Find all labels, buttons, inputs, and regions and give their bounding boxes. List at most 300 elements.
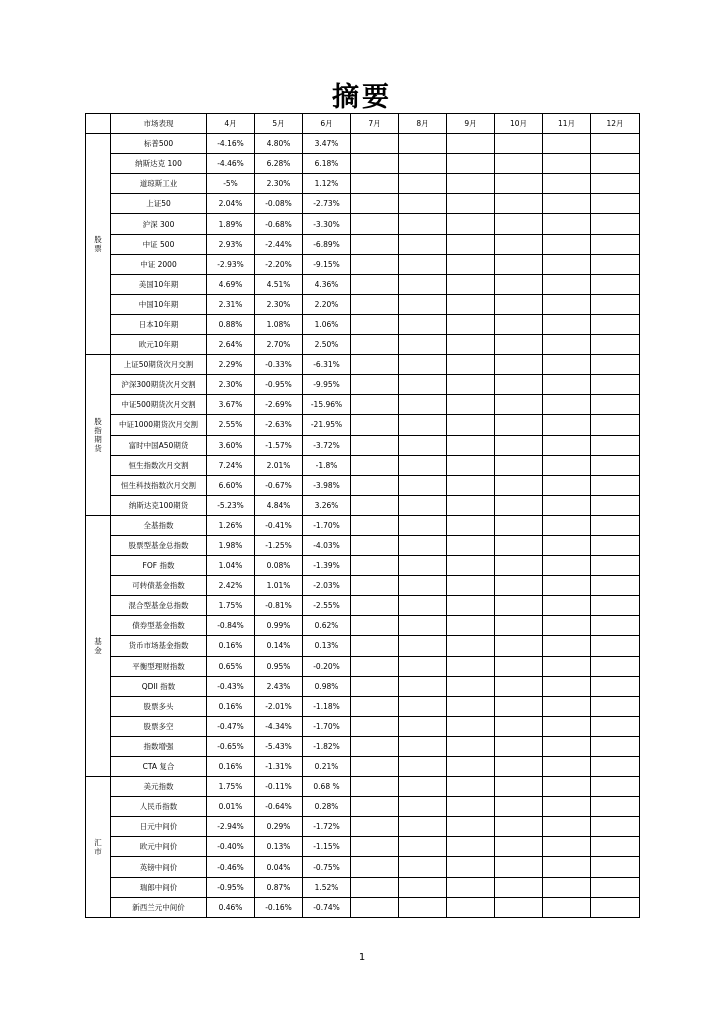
value-cell	[399, 154, 447, 174]
value-cell	[495, 174, 543, 194]
value-cell	[591, 636, 640, 656]
value-cell	[447, 877, 495, 897]
value-cell	[591, 716, 640, 736]
market-name-cell: 中证 2000	[111, 254, 207, 274]
value-cell: 0.04%	[255, 857, 303, 877]
value-cell	[447, 495, 495, 515]
table-row	[86, 154, 640, 174]
market-name-cell: 指数增强	[111, 736, 207, 756]
market-name-cell: 美国10年期	[111, 274, 207, 294]
value-cell	[591, 234, 640, 254]
value-cell: 0.13%	[255, 837, 303, 857]
value-cell	[399, 415, 447, 435]
value-cell	[495, 314, 543, 334]
value-cell	[543, 636, 591, 656]
value-cell: -2.93%	[207, 254, 255, 274]
market-name-cell: 人民币指数	[111, 797, 207, 817]
value-cell: -0.65%	[207, 736, 255, 756]
value-cell	[591, 355, 640, 375]
market-name-cell: 瑞郎中间价	[111, 877, 207, 897]
value-cell	[591, 154, 640, 174]
value-cell: -9.15%	[303, 254, 351, 274]
header-cell: 市场表现	[111, 114, 207, 134]
market-name-cell: 全基指数	[111, 515, 207, 535]
value-cell: -21.95%	[303, 415, 351, 435]
value-cell	[543, 817, 591, 837]
value-cell	[495, 355, 543, 375]
value-cell: -0.33%	[255, 355, 303, 375]
value-cell	[543, 174, 591, 194]
value-cell: -3.30%	[303, 214, 351, 234]
value-cell: -3.72%	[303, 435, 351, 455]
table-row	[86, 254, 640, 274]
value-cell	[447, 174, 495, 194]
value-cell	[447, 757, 495, 777]
value-cell	[543, 515, 591, 535]
value-cell	[543, 797, 591, 817]
value-cell	[399, 676, 447, 696]
value-cell	[591, 395, 640, 415]
value-cell	[399, 817, 447, 837]
value-cell	[447, 515, 495, 535]
value-cell	[351, 797, 399, 817]
table-row	[86, 475, 640, 495]
summary-table	[85, 113, 640, 918]
value-cell: -1.18%	[303, 696, 351, 716]
market-name-cell: 股票多头	[111, 696, 207, 716]
value-cell: 6.18%	[303, 154, 351, 174]
group-label-char: 汇	[94, 837, 102, 847]
value-cell: -5.23%	[207, 495, 255, 515]
table-row	[86, 797, 640, 817]
value-cell	[591, 515, 640, 535]
value-cell	[447, 194, 495, 214]
market-name-cell: 美元指数	[111, 777, 207, 797]
value-cell: 0.08%	[255, 556, 303, 576]
table-row	[86, 274, 640, 294]
group-label-char: 股	[94, 235, 102, 245]
table-row	[86, 134, 640, 154]
value-cell: -4.16%	[207, 134, 255, 154]
value-cell	[351, 174, 399, 194]
value-cell	[399, 134, 447, 154]
value-cell: 0.68 %	[303, 777, 351, 797]
value-cell: 7.24%	[207, 455, 255, 475]
value-cell	[351, 294, 399, 314]
value-cell	[591, 274, 640, 294]
value-cell	[591, 495, 640, 515]
value-cell	[543, 274, 591, 294]
value-cell: 1.04%	[207, 556, 255, 576]
group-label-char: 指	[94, 426, 102, 435]
value-cell: -1.72%	[303, 817, 351, 837]
value-cell	[447, 857, 495, 877]
value-cell	[495, 234, 543, 254]
value-cell	[543, 696, 591, 716]
value-cell	[399, 576, 447, 596]
value-cell: 2.04%	[207, 194, 255, 214]
value-cell	[543, 214, 591, 234]
value-cell	[591, 134, 640, 154]
value-cell: -4.46%	[207, 154, 255, 174]
value-cell: -0.95%	[255, 375, 303, 395]
value-cell: 4.69%	[207, 274, 255, 294]
value-cell	[399, 475, 447, 495]
value-cell	[591, 676, 640, 696]
value-cell: -0.75%	[303, 857, 351, 877]
value-cell	[495, 335, 543, 355]
value-cell	[495, 495, 543, 515]
market-name-cell: 富时中国A50期货	[111, 435, 207, 455]
value-cell: 0.95%	[255, 656, 303, 676]
value-cell: 1.12%	[303, 174, 351, 194]
value-cell: 1.75%	[207, 596, 255, 616]
value-cell	[399, 174, 447, 194]
value-cell	[399, 556, 447, 576]
value-cell: 4.84%	[255, 495, 303, 515]
value-cell	[351, 857, 399, 877]
value-cell	[351, 837, 399, 857]
market-name-cell: 平衡型理财指数	[111, 656, 207, 676]
value-cell: -0.84%	[207, 616, 255, 636]
value-cell	[447, 817, 495, 837]
table-row	[86, 837, 640, 857]
value-cell: 3.26%	[303, 495, 351, 515]
value-cell: -2.03%	[303, 576, 351, 596]
market-name-cell: 沪深300期货次月交割	[111, 375, 207, 395]
value-cell	[495, 294, 543, 314]
value-cell	[543, 676, 591, 696]
value-cell	[399, 696, 447, 716]
market-name-cell: 上证50期货次月交割	[111, 355, 207, 375]
value-cell	[591, 455, 640, 475]
group-label-cell	[86, 777, 111, 918]
value-cell	[495, 596, 543, 616]
value-cell: 1.89%	[207, 214, 255, 234]
value-cell	[399, 716, 447, 736]
value-cell	[543, 535, 591, 555]
market-name-cell: 中证 500	[111, 234, 207, 254]
table-row	[86, 676, 640, 696]
value-cell: -0.67%	[255, 475, 303, 495]
value-cell	[447, 576, 495, 596]
value-cell	[447, 777, 495, 797]
value-cell: 6.28%	[255, 154, 303, 174]
value-cell	[351, 757, 399, 777]
table-row	[86, 375, 640, 395]
value-cell: -2.55%	[303, 596, 351, 616]
value-cell	[351, 576, 399, 596]
value-cell: 0.21%	[303, 757, 351, 777]
value-cell	[495, 757, 543, 777]
value-cell	[447, 134, 495, 154]
value-cell	[543, 415, 591, 435]
value-cell: -3.98%	[303, 475, 351, 495]
table-row	[86, 314, 640, 334]
value-cell	[351, 616, 399, 636]
value-cell	[351, 274, 399, 294]
value-cell	[351, 375, 399, 395]
value-cell	[495, 475, 543, 495]
value-cell	[399, 314, 447, 334]
value-cell: 2.29%	[207, 355, 255, 375]
value-cell	[351, 234, 399, 254]
value-cell	[399, 355, 447, 375]
value-cell	[447, 897, 495, 917]
value-cell	[399, 495, 447, 515]
value-cell: -1.70%	[303, 716, 351, 736]
market-name-cell: 新西兰元中间价	[111, 897, 207, 917]
value-cell	[495, 656, 543, 676]
value-cell: 0.99%	[255, 616, 303, 636]
value-cell	[543, 857, 591, 877]
value-cell: 0.13%	[303, 636, 351, 656]
market-name-cell: 混合型基金总指数	[111, 596, 207, 616]
value-cell	[447, 375, 495, 395]
value-cell	[495, 837, 543, 857]
group-label-char: 金	[94, 645, 102, 655]
group-label-cell	[86, 515, 111, 776]
value-cell: 0.16%	[207, 636, 255, 656]
value-cell: 1.01%	[255, 576, 303, 596]
value-cell: 1.06%	[303, 314, 351, 334]
value-cell	[447, 797, 495, 817]
value-cell	[591, 174, 640, 194]
value-cell	[495, 817, 543, 837]
value-cell	[591, 837, 640, 857]
value-cell	[351, 495, 399, 515]
value-cell	[495, 395, 543, 415]
value-cell: 3.67%	[207, 395, 255, 415]
market-name-cell: 沪深 300	[111, 214, 207, 234]
value-cell	[495, 676, 543, 696]
value-cell	[543, 897, 591, 917]
value-cell: -0.41%	[255, 515, 303, 535]
value-cell: 0.28%	[303, 797, 351, 817]
value-cell: -1.31%	[255, 757, 303, 777]
table-row	[86, 515, 640, 535]
value-cell: -9.95%	[303, 375, 351, 395]
market-name-cell: 中证1000期货次月交割	[111, 415, 207, 435]
value-cell	[351, 817, 399, 837]
value-cell	[543, 837, 591, 857]
value-cell: -2.63%	[255, 415, 303, 435]
value-cell	[591, 757, 640, 777]
value-cell	[351, 676, 399, 696]
header-cell: 12月	[591, 114, 640, 134]
market-name-cell: 道琼斯工业	[111, 174, 207, 194]
header-cell: 4月	[207, 114, 255, 134]
value-cell	[399, 194, 447, 214]
value-cell	[495, 214, 543, 234]
value-cell	[591, 857, 640, 877]
value-cell	[543, 435, 591, 455]
value-cell	[351, 696, 399, 716]
value-cell	[351, 596, 399, 616]
value-cell: -0.16%	[255, 897, 303, 917]
value-cell	[399, 254, 447, 274]
value-cell: -1.70%	[303, 515, 351, 535]
table-row	[86, 757, 640, 777]
market-name-cell: 恒生科技指数次月交割	[111, 475, 207, 495]
value-cell	[447, 254, 495, 274]
group-label-char: 货	[94, 444, 102, 453]
value-cell	[447, 596, 495, 616]
value-cell	[543, 576, 591, 596]
table-row	[86, 777, 640, 797]
market-name-cell: 股票型基金总指数	[111, 535, 207, 555]
market-name-cell: 欧元10年期	[111, 335, 207, 355]
value-cell	[399, 636, 447, 656]
value-cell	[495, 435, 543, 455]
value-cell: 1.08%	[255, 314, 303, 334]
value-cell	[591, 194, 640, 214]
table-row	[86, 736, 640, 756]
group-label-char: 期	[94, 435, 102, 444]
value-cell	[351, 897, 399, 917]
value-cell	[495, 134, 543, 154]
value-cell	[495, 194, 543, 214]
table-row	[86, 495, 640, 515]
value-cell	[591, 817, 640, 837]
value-cell	[399, 294, 447, 314]
value-cell: -2.73%	[303, 194, 351, 214]
value-cell	[447, 355, 495, 375]
market-name-cell: 中国10年期	[111, 294, 207, 314]
value-cell	[351, 214, 399, 234]
value-cell	[351, 636, 399, 656]
table-row	[86, 355, 640, 375]
market-name-cell: 纳斯达克100期货	[111, 495, 207, 515]
table-row	[86, 415, 640, 435]
value-cell: -2.44%	[255, 234, 303, 254]
value-cell	[351, 415, 399, 435]
value-cell: 2.64%	[207, 335, 255, 355]
value-cell	[447, 335, 495, 355]
value-cell	[447, 475, 495, 495]
group-label-char: 市	[94, 846, 102, 856]
value-cell: -2.20%	[255, 254, 303, 274]
table-row	[86, 616, 640, 636]
table-row	[86, 596, 640, 616]
value-cell	[447, 455, 495, 475]
value-cell: 2.20%	[303, 294, 351, 314]
value-cell	[447, 274, 495, 294]
table-row	[86, 294, 640, 314]
value-cell	[495, 897, 543, 917]
market-name-cell: 债券型基金指数	[111, 616, 207, 636]
value-cell	[591, 435, 640, 455]
value-cell	[591, 877, 640, 897]
value-cell	[591, 294, 640, 314]
value-cell	[351, 656, 399, 676]
value-cell	[591, 314, 640, 334]
value-cell	[543, 777, 591, 797]
table-row	[86, 234, 640, 254]
header-row	[86, 114, 640, 134]
group-label-char: 基	[94, 636, 102, 646]
value-cell	[495, 455, 543, 475]
value-cell	[447, 556, 495, 576]
header-cell: 7月	[351, 114, 399, 134]
table-row	[86, 636, 640, 656]
value-cell: 2.55%	[207, 415, 255, 435]
value-cell: 0.01%	[207, 797, 255, 817]
header-cell: 10月	[495, 114, 543, 134]
value-cell	[495, 535, 543, 555]
value-cell	[399, 757, 447, 777]
value-cell: 1.52%	[303, 877, 351, 897]
value-cell: -2.94%	[207, 817, 255, 837]
market-name-cell: 纳斯达克 100	[111, 154, 207, 174]
market-name-cell: 货币市场基金指数	[111, 636, 207, 656]
market-name-cell: 标普500	[111, 134, 207, 154]
table-row	[86, 335, 640, 355]
value-cell	[351, 556, 399, 576]
value-cell: 4.80%	[255, 134, 303, 154]
value-cell	[351, 716, 399, 736]
value-cell	[399, 455, 447, 475]
value-cell: -4.03%	[303, 535, 351, 555]
market-name-cell: 欧元中间价	[111, 837, 207, 857]
group-label-cell	[86, 355, 111, 516]
value-cell	[351, 455, 399, 475]
value-cell	[399, 515, 447, 535]
value-cell	[591, 897, 640, 917]
value-cell	[351, 134, 399, 154]
market-name-cell: 可转债基金指数	[111, 576, 207, 596]
table-row	[86, 455, 640, 475]
value-cell	[447, 636, 495, 656]
value-cell: -0.46%	[207, 857, 255, 877]
value-cell: 0.87%	[255, 877, 303, 897]
value-cell	[543, 556, 591, 576]
value-cell	[351, 154, 399, 174]
value-cell	[399, 897, 447, 917]
value-cell	[399, 656, 447, 676]
value-cell: 0.98%	[303, 676, 351, 696]
group-label-char: 股	[94, 417, 102, 426]
value-cell	[495, 716, 543, 736]
value-cell: -1.57%	[255, 435, 303, 455]
value-cell	[447, 716, 495, 736]
value-cell: 2.70%	[255, 335, 303, 355]
value-cell: 0.16%	[207, 696, 255, 716]
value-cell	[399, 335, 447, 355]
table-row	[86, 556, 640, 576]
value-cell	[351, 777, 399, 797]
table-row	[86, 716, 640, 736]
value-cell	[399, 777, 447, 797]
value-cell	[351, 736, 399, 756]
value-cell	[495, 576, 543, 596]
value-cell	[399, 214, 447, 234]
value-cell	[351, 877, 399, 897]
value-cell	[399, 616, 447, 636]
value-cell: -0.74%	[303, 897, 351, 917]
value-cell	[447, 314, 495, 334]
value-cell	[543, 254, 591, 274]
value-cell	[543, 455, 591, 475]
value-cell	[351, 254, 399, 274]
value-cell: 4.36%	[303, 274, 351, 294]
value-cell: 2.30%	[255, 174, 303, 194]
table-row	[86, 656, 640, 676]
market-name-cell: 股票多空	[111, 716, 207, 736]
value-cell: 2.30%	[207, 375, 255, 395]
value-cell: 0.16%	[207, 757, 255, 777]
value-cell: -5.43%	[255, 736, 303, 756]
